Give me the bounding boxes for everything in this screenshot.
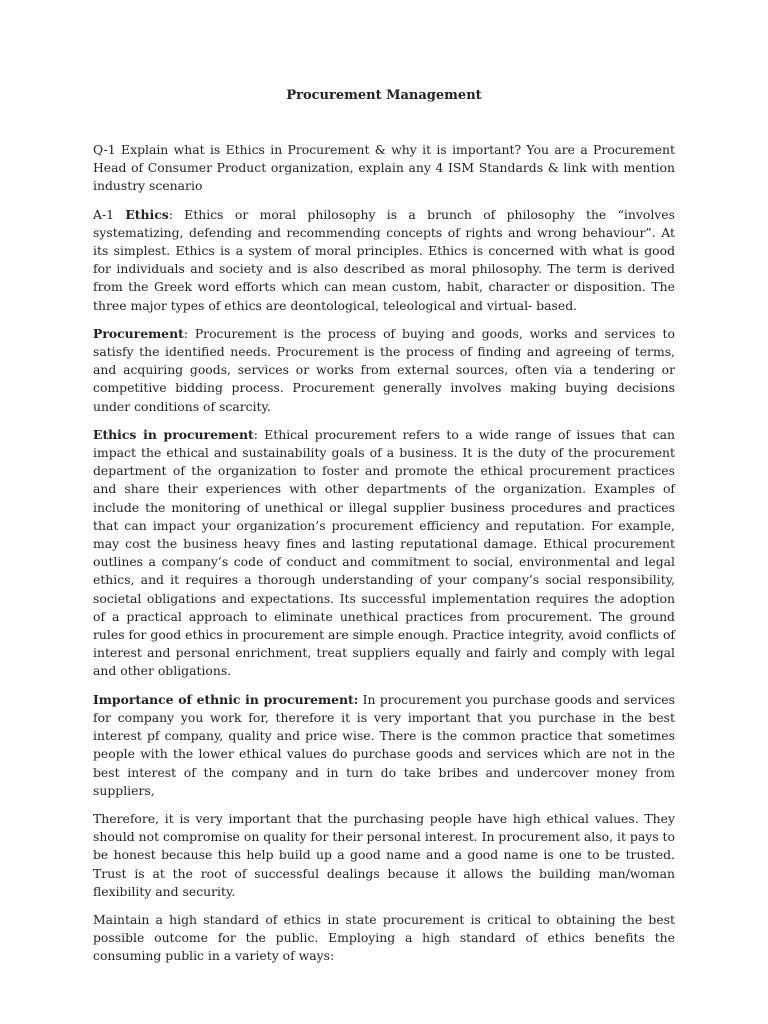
document-title: Procurement Management	[286, 88, 482, 103]
procurement-paragraph	[93, 325, 675, 416]
question-paragraph: Q-1 Explain what is Ethics in Procurement & why it is important? You are a Procurement Head of Consumer Product organization, explain any 4 ISM Standards & link with mention industry scenario	[93, 142, 675, 194]
ethics-paragraph	[93, 206, 675, 315]
ethics-text: : Ethics or moral philosophy is a brunch of philosophy the “involves systematizing, defending and recommending concepts of rights and wrong behaviour”. At its simplest. Ethics is a system of moral principles. Ethics is concerned with what is good for individuals and society and is also described as moral philosophy. The term is derived from the Greek word efforts which can mean custom, habit, character or disposition. The three major types of ethics are deontological, teleological and virtual- based.	[93, 206, 675, 313]
procurement-text: : Procurement is the process of buying and goods, works and services to satisfy the identified needs. Procurement is the process of finding and agreeing of terms, and acquiring goods, services or works from external sources, often via a tendering or competitive bidding process. Procurement generally involves making buying decisions under conditions of scarcity.	[93, 325, 675, 414]
importance-paragraph	[93, 691, 675, 800]
ethics-in-procurement-text: : Ethical procurement refers to a wide range of issues that can impact the ethical and sustainability goals of a business. It is the duty of the procurement department of the organization to foster and promote the ethical procurement practices and share their experiences with other departments of the organization. Examples of include the monitoring of unethical or illegal supplier business procedures and practices that can impact your organization’s procurement efficiency and reputation. For example, may cost the business heavy fines and lasting reputational damage. Ethical procurement outlines a company’s code of conduct and commitment to social, environmental and legal ethics, and it requires a thorough understanding of your company’s social responsibility, societal obligations and expectations. Its successful implementation requires the adoption of a practical approach to eliminate unethical practices from procurement. The ground rules for good ethics in procurement are simple enough. Practice integrity, avoid conflicts of interest and personal enrichment, treat suppliers equally and fairly and comply with legal and other obligations.	[93, 426, 675, 679]
therefore-paragraph: Therefore, it is very important that the purchasing people have high ethical values. They should not compromise on quality for their personal interest. In procurement also, it pays to be honest because this help build up a good name and a good name is one to be trusted. Trust is at the root of successful dealings because it allows the building man/woman flexibility and security.	[93, 810, 675, 899]
maintain-paragraph: Maintain a high standard of ethics in state procurement is critical to obtaining the best possible outcome for the public. Employing a high standard of ethics benefits the consuming public in a variety of ways:	[93, 911, 675, 964]
importance-heading: Importance of ethnic in procurement:	[93, 691, 359, 707]
answer-prefix: A-1	[93, 206, 126, 222]
ethics-in-procurement-paragraph	[93, 426, 675, 681]
importance-text: In procurement you purchase goods and services for company you work for, therefore it is very important that you purchase in the best interest pf company, quality and price wise. There is the common practice that sometimes people with the lower ethical values do purchase goods and services which are not in the best interest of the company and in turn do take bribes and undercover money from suppliers,	[93, 691, 675, 798]
ethics-in-procurement-heading: Ethics in procurement	[93, 426, 254, 442]
ethics-heading: Ethics	[125, 206, 169, 222]
procurement-heading: Procurement	[93, 325, 184, 341]
